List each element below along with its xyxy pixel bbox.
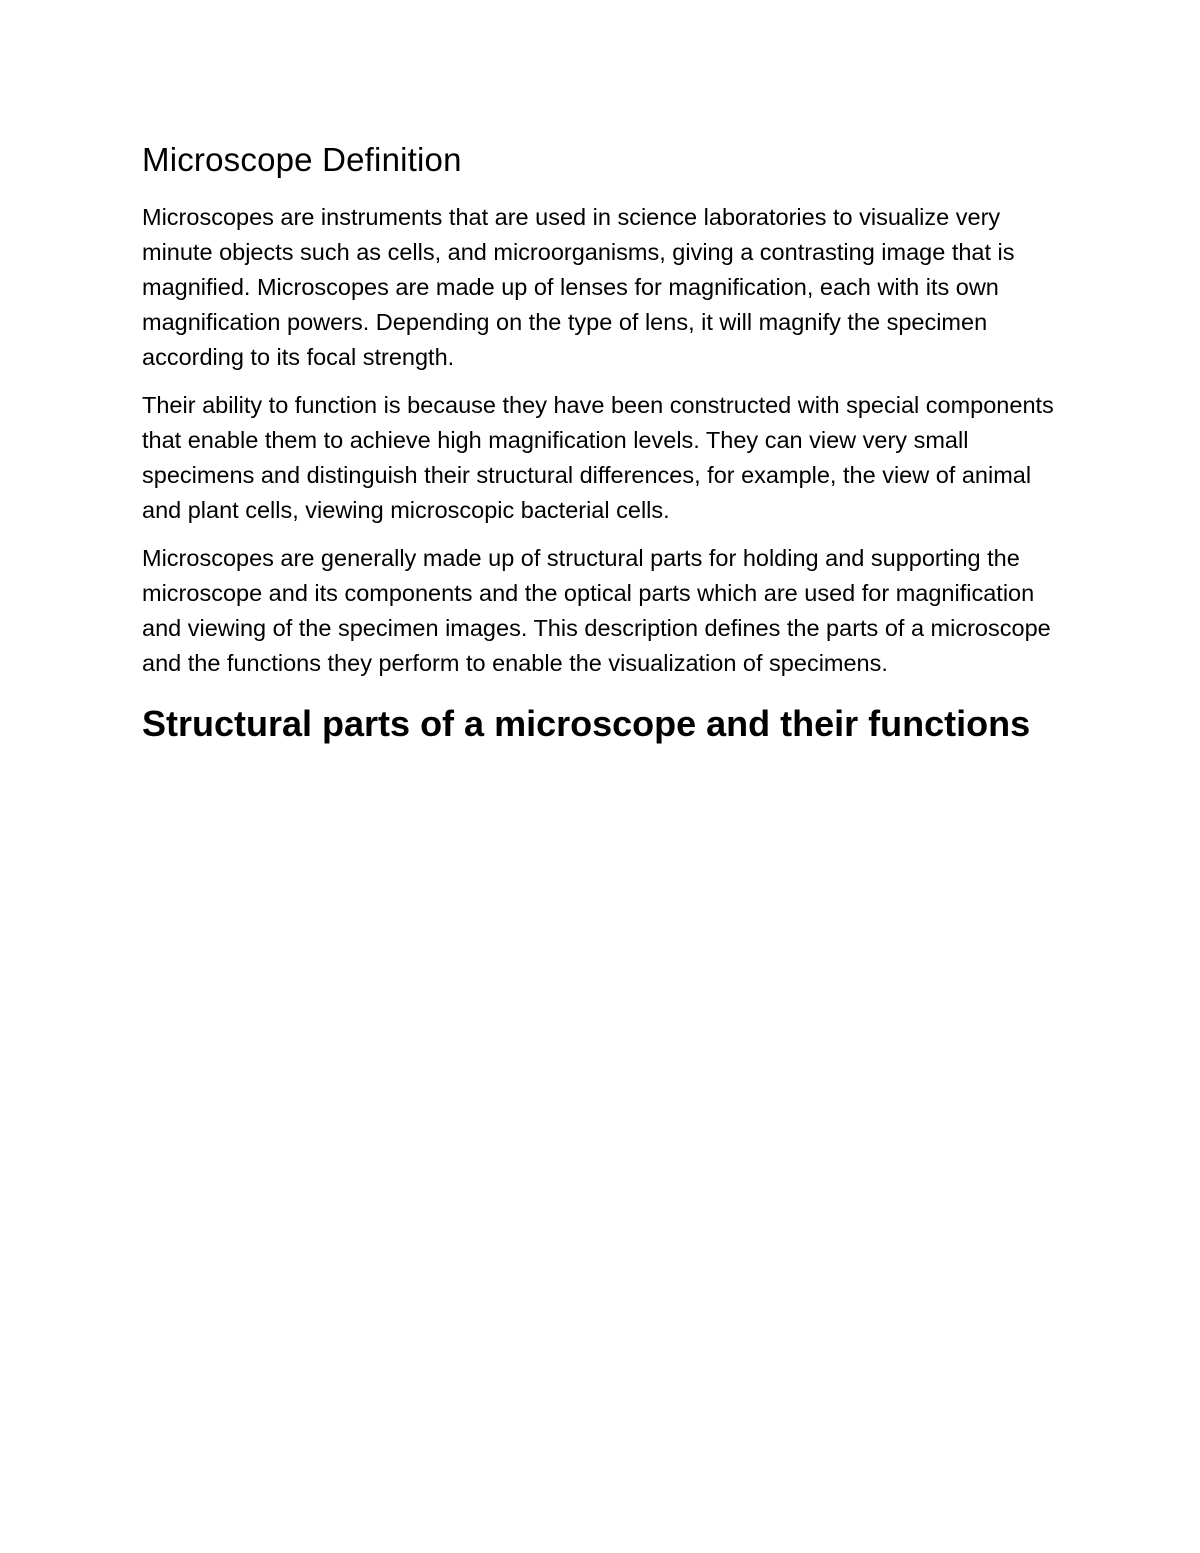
- section-heading: Structural parts of a microscope and their functions: [142, 703, 1031, 744]
- paragraph-function: Their ability to function is because they have been constructed with special components that enable them to achieve high magnification levels. They can view very small specimens and distinguish their structural differences, for example, the view of animal and plant cells, viewing microscopic bacterial cells.: [142, 392, 1054, 523]
- document-title: Microscope Definition: [142, 141, 462, 178]
- document-page: [142, 136, 1072, 754]
- paragraph-definition: Microscopes are instruments that are used in science laboratories to visualize very minute objects such as cells, and microorganisms, giving a contrasting image that is magnified. Microscopes are made up of lenses for magnification, each with its own magnification powers. Depending on the type of lens, it will magnify the specimen according to its focal strength.: [142, 204, 1015, 370]
- paragraph-parts: Microscopes are generally made up of structural parts for holding and supporting the microscope and its components and the optical parts which are used for magnification and viewing of the specimen images. This description defines the parts of a microscope and the functions they perform to enable the visualization of specimens.: [142, 545, 1051, 676]
